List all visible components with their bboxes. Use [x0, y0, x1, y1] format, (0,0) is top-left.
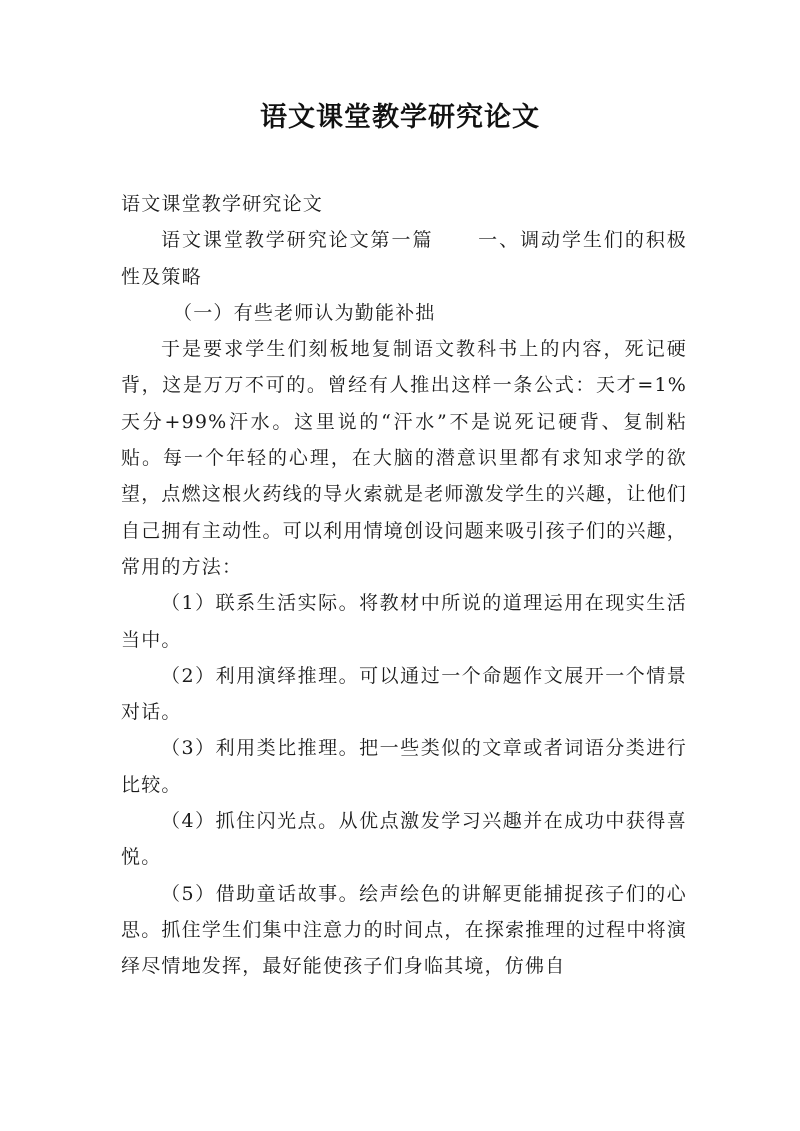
list-item-2: （2）利用演绎推理。可以通过一个命题作文展开一个情景对话。: [121, 664, 687, 724]
list-item-4: （4）抓住闪光点。从优点激发学习兴趣并在成功中获得喜悦。: [121, 810, 687, 869]
section-one-heading: 一、调动学生们的积极性及策略: [121, 229, 687, 288]
paragraph-subheading-one: （一）有些老师认为勤能补拙: [173, 301, 436, 324]
paragraph-doc-title-repeat: 语文课堂教学研究论文: [121, 193, 324, 215]
document-title: 语文课堂教学研究论文: [260, 102, 540, 133]
list-item-5: （5）借助童话故事。绘声绘色的讲解更能捕捉孩子们的心思。抓住学生们集中注意力的时间点，在探索推理的过程中将演绎尽情地发挥，最好能使孩子们身临其境，仿佛自: [121, 882, 687, 978]
part-one-heading: 语文课堂教学研究论文第一篇: [161, 229, 434, 252]
list-item-3: （3）利用类比推理。把一些类似的文章或者词语分类进行比较。: [121, 737, 687, 796]
document-body: [121, 186, 687, 985]
paragraph-main: 于是要求学生们刻板地复制语文教科书上的内容，死记硬背，这是万万不可的。曾经有人推出这样一条公式：天才=1%天分+99%汗水。这里说的“汗水”不是说死记硬背、复制粘贴。每一个年轻的心理，在大脑的潜意识里都有求知求学的欲望，点燃这根火药线的导火索就是老师激发学生的兴趣，让他们自己拥有主动性。可以利用情境创设问题来吸引孩子们的兴趣，常用的方法：: [121, 338, 687, 578]
list-item-1: （1）联系生活实际。将教材中所说的道理运用在现实生活当中。: [121, 592, 687, 651]
paragraph-part-one: [121, 222, 687, 295]
